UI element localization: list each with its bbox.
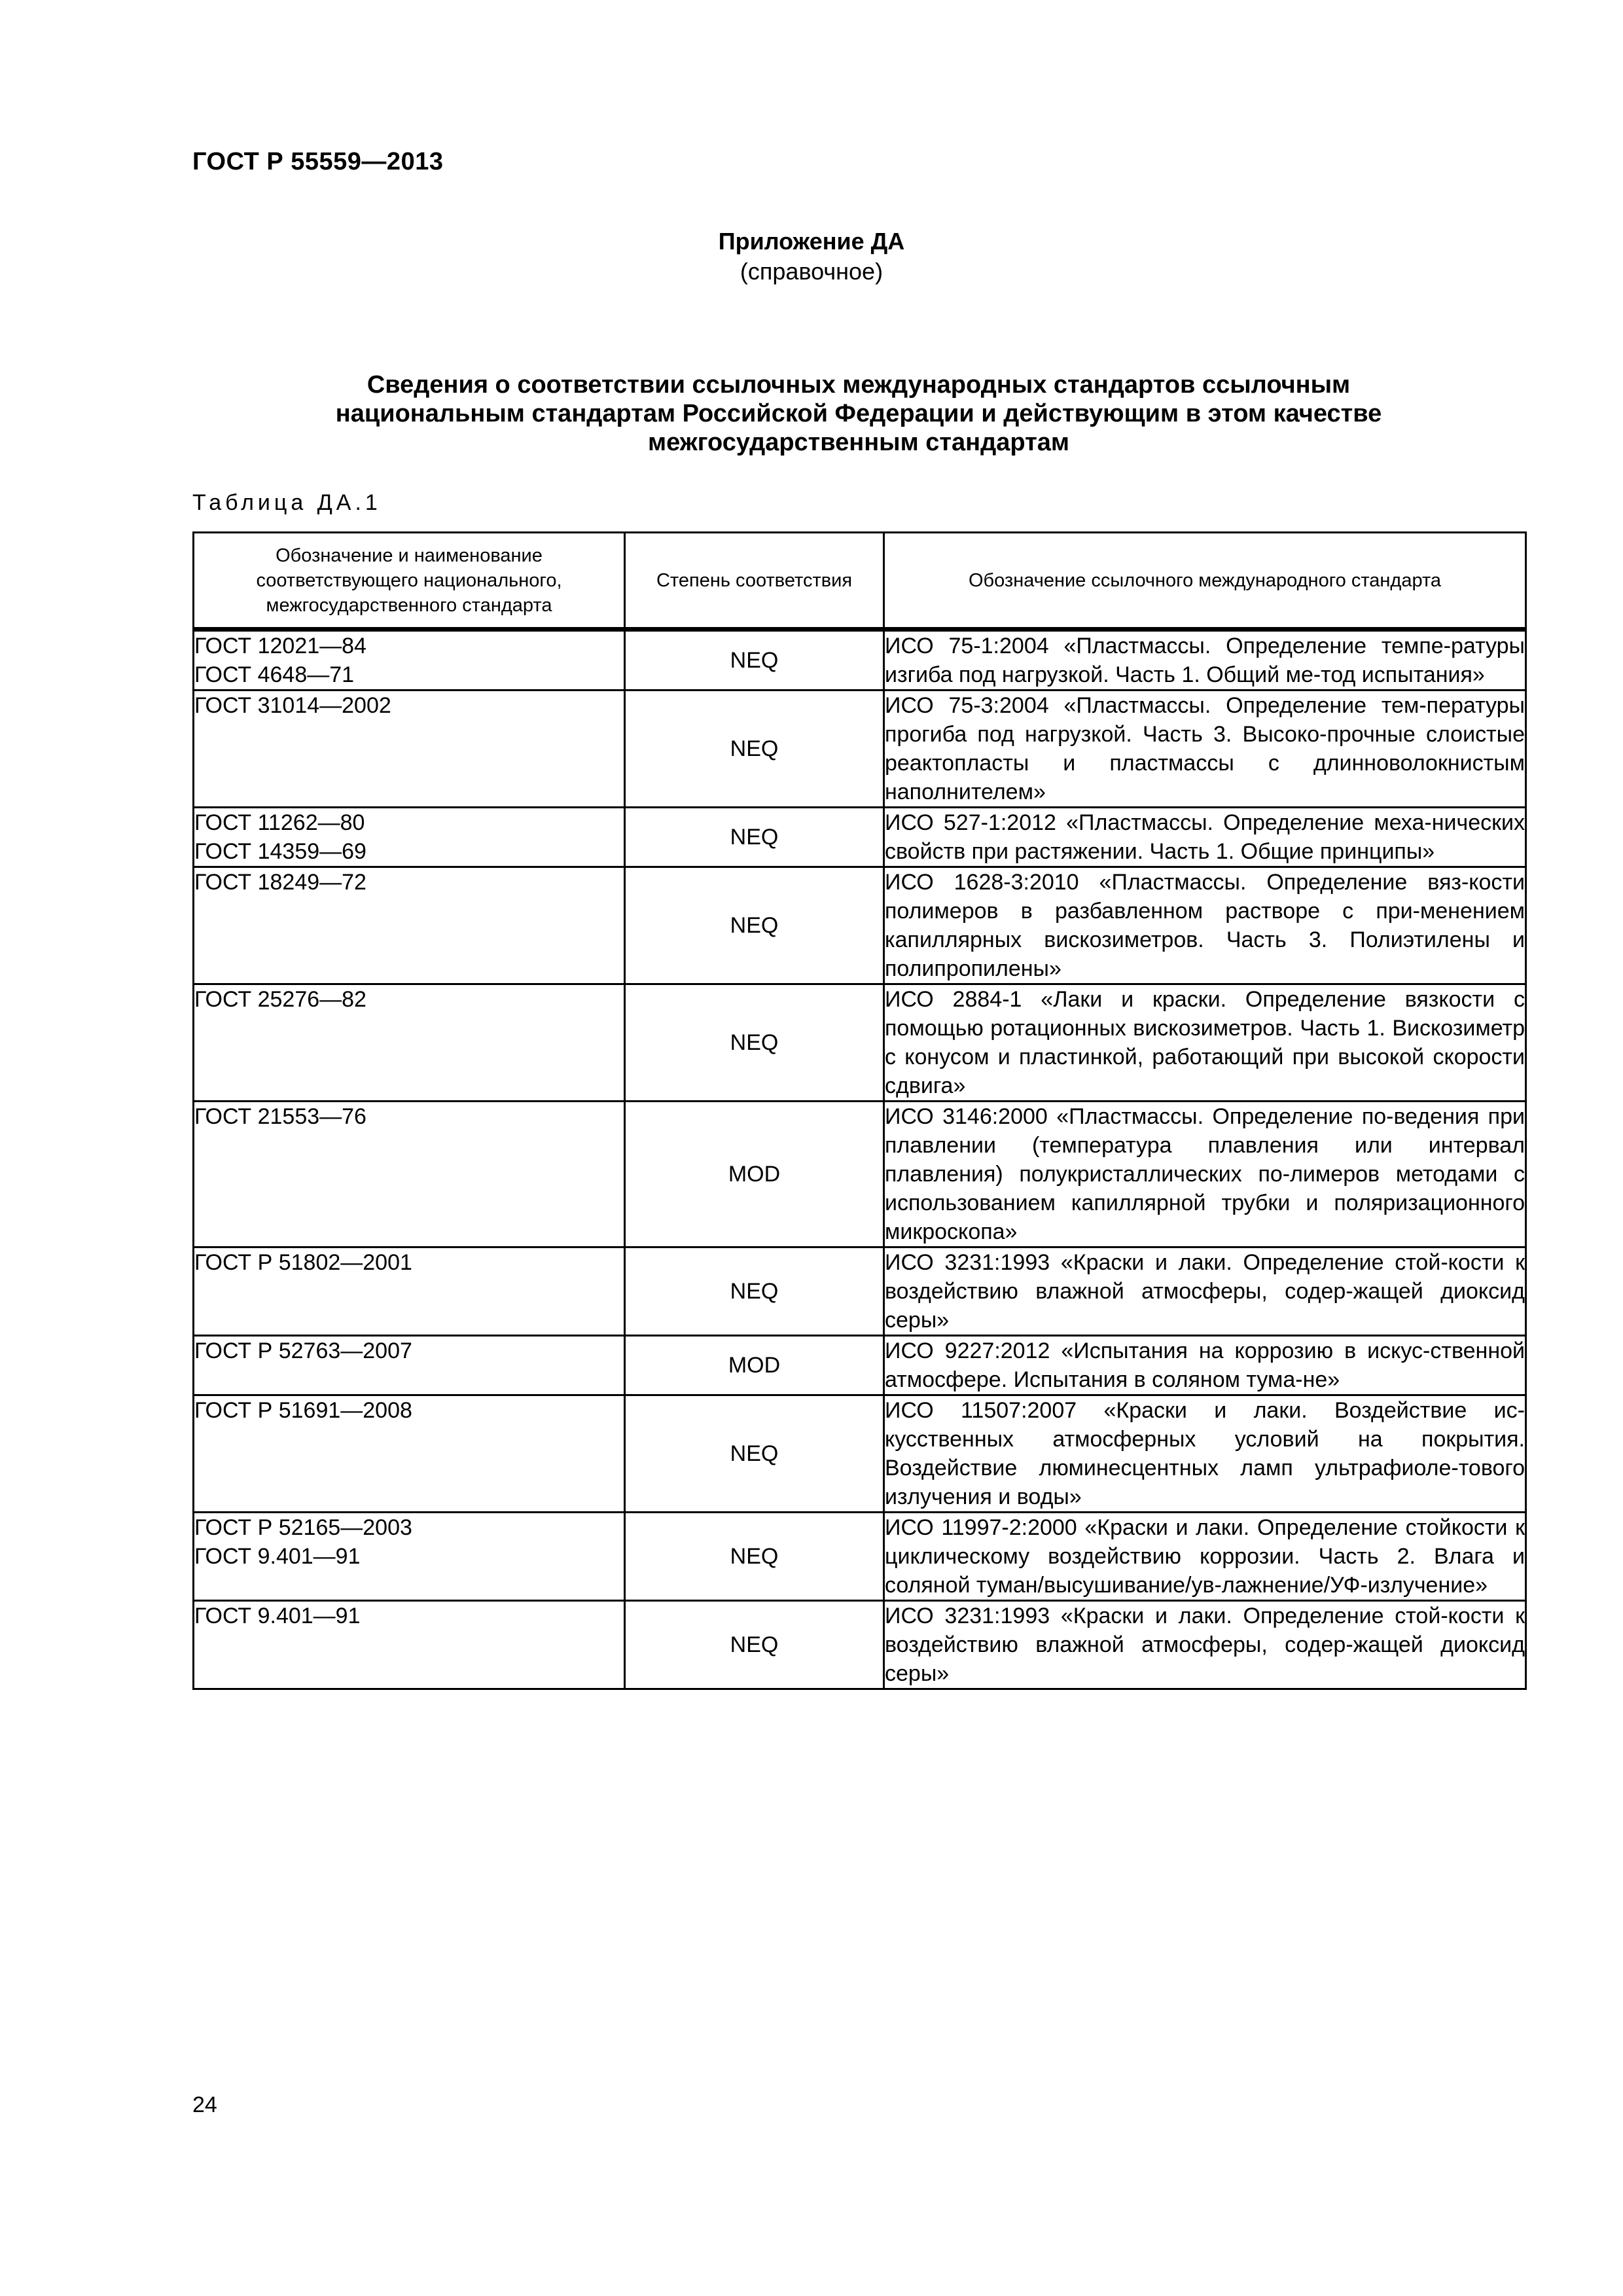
international-standard-cell: ИСО 75-3:2004 «Пластмассы. Определение тем-пературы прогиба под нагрузкой. Часть 3. Высоко-прочные слоистые реактопласты и пластмассы с длинноволокнистым наполнителем» [884,691,1526,808]
degree-cell: NEQ [625,691,884,808]
national-standard-cell [194,1395,625,1513]
table-row [194,984,1526,1102]
international-standard-cell: ИСО 527-1:2012 «Пластмассы. Определение меха-нических свойств при растяжении. Часть 1. Общие принципы» [884,808,1526,867]
national-standard-cell [194,984,625,1102]
table-row [194,1102,1526,1247]
table-row [194,1247,1526,1336]
international-standard-cell: ИСО 3231:1993 «Краски и лаки. Определение стой-кости к воздействию влажной атмосферы, содер-жащей диоксид серы» [884,1247,1526,1336]
degree-cell: NEQ [625,630,884,691]
document-code: ГОСТ Р 55559—2013 [192,148,444,175]
national-standard-designation: ГОСТ 9.401—91 [194,1544,361,1569]
table-row [194,1513,1526,1601]
international-standard-cell: ИСО 2884-1 «Лаки и краски. Определение вязкости с помощью ротационных вискозиметров. Часть 1. Вискозиметр с конусом и пластинкой, работающий при высокой скорости сдвига» [884,984,1526,1102]
national-standard-cell [194,1247,625,1336]
degree-cell: NEQ [625,1247,884,1336]
table-row [194,1395,1526,1513]
column-header-national-standard: Обозначение и наименование соответствующего национального, межгосударственного стандарта [194,533,625,630]
section-heading-line: национальным стандартам Российской Федерации и действующим в этом качестве [335,400,1382,427]
national-standard-designation: ГОСТ Р 51802—2001 [194,1250,412,1275]
national-standard-designation: ГОСТ Р 52165—2003 [194,1515,412,1540]
international-standard-cell: ИСО 11997-2:2000 «Краски и лаки. Определение стойкости к циклическому воздействию коррозии. Часть 2. Влага и соляной туман/высушивание/ув-лажнение/УФ-излучение» [884,1513,1526,1601]
column-header-international-standard: Обозначение ссылочного международного стандарта [884,533,1526,630]
national-standard-designation: ГОСТ 11262—80 [194,810,365,835]
national-standard-designation: ГОСТ Р 51691—2008 [194,1398,412,1423]
national-standard-cell [194,1336,625,1395]
degree-cell: NEQ [625,1513,884,1601]
national-standard-designation: ГОСТ 25276—82 [194,987,366,1012]
degree-cell: NEQ [625,867,884,984]
national-standard-cell [194,1601,625,1689]
degree-cell: MOD [625,1336,884,1395]
national-standard-designation: ГОСТ Р 52763—2007 [194,1338,412,1363]
table-row [194,691,1526,808]
degree-cell: NEQ [625,1601,884,1689]
national-standard-cell [194,808,625,867]
international-standard-cell: ИСО 75-1:2004 «Пластмассы. Определение темпе-ратуры изгиба под нагрузкой. Часть 1. Общий ме-тод испытания» [884,630,1526,691]
page-number: 24 [192,2092,217,2117]
column-header-degree: Степень соответствия [625,533,884,630]
national-standard-cell [194,1102,625,1247]
table-body [194,630,1526,1689]
national-standard-designation: ГОСТ 4648—71 [194,662,355,687]
degree-cell: NEQ [625,1395,884,1513]
national-standard-cell [194,691,625,808]
table-row [194,867,1526,984]
national-standard-designation: ГОСТ 14359—69 [194,839,366,864]
international-standard-cell: ИСО 3146:2000 «Пластмассы. Определение по-ведения при плавлении (температура плавления или интервал плавления) полукристаллических по-лимеров методами с использованием капиллярной трубки и поляризационного микроскопа» [884,1102,1526,1247]
section-heading [192,370,1525,457]
appendix-title: Приложение ДА [718,228,905,255]
national-standard-cell [194,630,625,691]
degree-cell: NEQ [625,984,884,1102]
table-caption: Таблица ДА.1 [192,490,382,515]
national-standard-cell [194,1513,625,1601]
table-header-row [194,533,1526,630]
international-standard-cell: ИСО 9227:2012 «Испытания на коррозию в искус-ственной атмосфере. Испытания в соляном тума-не» [884,1336,1526,1395]
international-standard-cell: ИСО 3231:1993 «Краски и лаки. Определение стой-кости к воздействию влажной атмосферы, содер-жащей диоксид серы» [884,1601,1526,1689]
table-row [194,1601,1526,1689]
appendix-subtitle: (справочное) [740,258,883,285]
appendix-block [0,226,1623,287]
international-standard-cell: ИСО 11507:2007 «Краски и лаки. Воздействие ис-кусственных атмосферных условий на покрытия. Воздействие люминесцентных ламп ультрафиоле-тового излучения и воды» [884,1395,1526,1513]
international-standard-cell: ИСО 1628-3:2010 «Пластмассы. Определение вяз-кости полимеров в разбавленном растворе с при-менением капиллярных вискозиметров. Часть 3. Полиэтилены и полипропилены» [884,867,1526,984]
degree-cell: NEQ [625,808,884,867]
national-standard-designation: ГОСТ 12021—84 [194,634,366,658]
national-standard-designation: ГОСТ 18249—72 [194,870,366,895]
degree-cell: MOD [625,1102,884,1247]
table-row [194,630,1526,691]
table-row [194,1336,1526,1395]
correspondence-table [192,531,1527,1690]
national-standard-designation: ГОСТ 21553—76 [194,1104,366,1129]
section-heading-line: межгосударственным стандартам [648,429,1069,456]
section-heading-line: Сведения о соответствии ссылочных международных стандартов ссылочным [366,371,1351,399]
national-standard-cell [194,867,625,984]
national-standard-designation: ГОСТ 31014—2002 [194,693,391,718]
table-row [194,808,1526,867]
national-standard-designation: ГОСТ 9.401—91 [194,1604,361,1628]
